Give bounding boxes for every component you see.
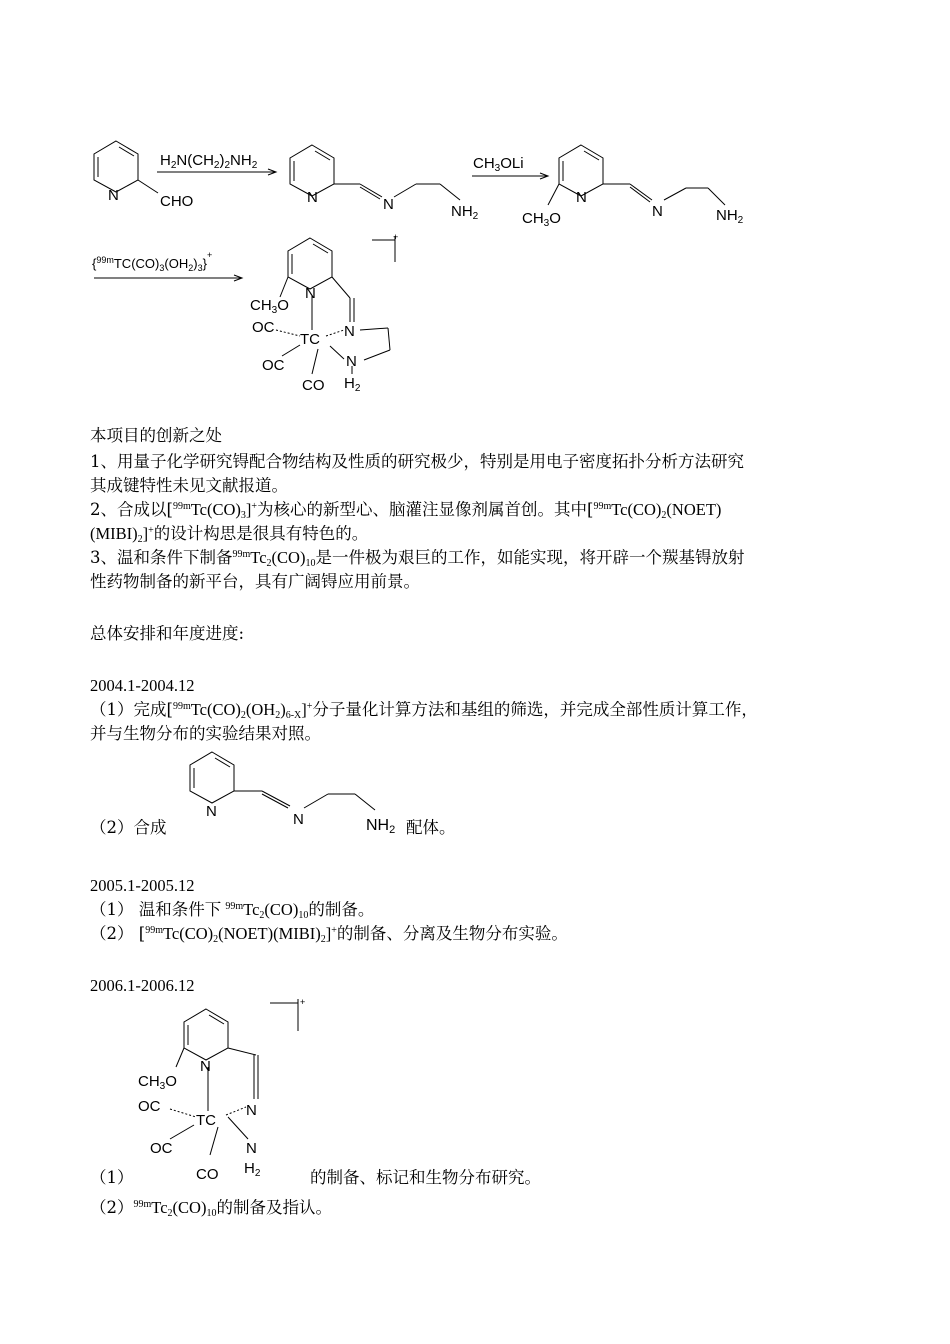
atom-n: N: [652, 203, 663, 220]
atom-h2: $H_2$: [244, 1160, 261, 1179]
atom-ch3o: $CH_3O$: [522, 210, 561, 229]
innovation-point-3-cont: 性药物制备的新平台，具有广阔锝应用前景。: [90, 572, 420, 591]
atom-n: N: [307, 189, 318, 206]
atom-n: N: [246, 1102, 257, 1119]
y2004-item-1-cont: 并与生物分布的实验结果对照。: [90, 724, 321, 743]
atom-nh2: $NH_2$: [716, 207, 744, 226]
atom-n: N: [293, 811, 304, 828]
y2006-item-1: （1） 的制备、标记和生物分布研究。: [90, 1168, 541, 1187]
atom-tc: TC: [300, 331, 320, 348]
innovation-point-2: 2、合成以$[^{99m}Tc(CO)_3]^+$为核心的新型心、脑灌注显像剂属首创。其中[$^{99m}Tc(CO)_2(NOET)$: [90, 500, 722, 521]
atom-oc: OC: [150, 1140, 173, 1157]
atom-nh2: $NH_2$: [451, 203, 479, 222]
atom-h2: $H_2$: [344, 375, 361, 394]
innovation-point-1: 1、用量子化学研究锝配合物结构及性质的研究极少，特别是用电子密度拓扑分析方法研究: [90, 452, 744, 471]
atom-n: N: [305, 285, 316, 302]
innovation-point-1-cont: 其成键特性未见文献报道。: [90, 476, 288, 495]
atom-oc: OC: [252, 319, 275, 336]
period-2004: 2004.1-2004.12: [90, 676, 195, 695]
period-2006: 2006.1-2006.12: [90, 976, 195, 995]
charge-plus: +: [393, 232, 399, 242]
y2005-item-1: （1） 温和条件下 $^{99m}Tc_2(CO)_{10}$的制备。: [90, 900, 375, 921]
atom-ch3o: $CH_3O$: [138, 1073, 177, 1092]
atom-cho: CHO: [160, 193, 194, 210]
atom-n: N: [383, 196, 394, 213]
innovation-point-3: 3、温和条件下制备$^{99m}Tc_2(CO)_{10}$是一件极为艰巨的工作，如能实现，将开辟一个羰基锝放射: [90, 548, 745, 569]
schedule-heading: 总体安排和年度进度:: [90, 624, 245, 643]
atom-n: N: [576, 189, 587, 206]
atom-tc: TC: [196, 1112, 216, 1129]
charge-plus: +: [300, 997, 306, 1007]
atom-oc: OC: [138, 1098, 161, 1115]
reaction-scheme: [0, 0, 950, 400]
y2004-item-2: （2）合成 配体。: [90, 818, 456, 837]
y2005-item-2: （2） $[^{99m}Tc(CO)_2(NOET)(MIBI)_2]^+$的制备、分离及生物分布实验。: [90, 924, 568, 945]
complex-structure: [130, 995, 330, 1185]
atom-n: N: [246, 1140, 257, 1157]
atom-oc: OC: [262, 357, 285, 374]
y2004-item-1: （1）完成$[^{99m}Tc(CO)_2(OH_2)_{6-X}]^+$分子量化计算方法和基组的筛选，并完成全部性质计算工作，: [90, 700, 758, 721]
atom-nh2: NH2: [366, 817, 396, 836]
period-2005: 2005.1-2005.12: [90, 876, 195, 895]
atom-ch3o: $CH_3O$: [250, 297, 289, 316]
reagent-1: $H_2N(CH_2)_2NH_2$: [160, 152, 258, 171]
y2006-item-2: $(2)^{99m}Tc_2(CO)_{10}$的制备及指认。: [90, 1198, 332, 1219]
atom-co: CO: [302, 377, 325, 394]
innovation-point-2-cont: $(MIBI)_2]^+$的设计构思是很具有特色的。: [90, 524, 369, 545]
atom-n: N: [108, 187, 119, 204]
innovation-heading: 本项目的创新之处: [90, 426, 222, 445]
atom-n: N: [344, 323, 355, 340]
atom-co: CO: [196, 1166, 219, 1183]
atom-n: N: [200, 1058, 211, 1075]
reagent-3: $\{^{99m}TC(CO)_3(OH_2)_3\}^+$: [92, 250, 213, 273]
reagent-2: $CH_3OLi$: [473, 155, 524, 174]
atom-n: N: [346, 353, 357, 370]
atom-n: N: [206, 803, 217, 820]
